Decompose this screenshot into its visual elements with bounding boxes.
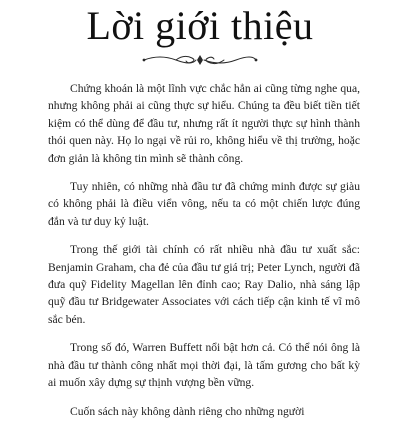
paragraph-4: Trong số đó, Warren Buffett nổi bật hơn cả. Có thể nói ông là nhà đầu tư thành công nhất mọi thời đại, là tấm gương cho bất kỳ ai muốn xây dựng sự thịnh vượng bền vững. [48, 341, 360, 390]
flourish-ornament-icon [140, 52, 260, 68]
paragraph-5: Cuốn sách này không dành riêng cho những người [70, 404, 305, 418]
introduction-body [48, 80, 360, 431]
paragraph-2: Tuy nhiên, có những nhà đầu tư đã chứng minh được sự giàu có không phải là điều viển vông, nếu ta có một chiến lược đúng đắn và tư duy kỷ luật. [48, 180, 360, 228]
paragraph-1: Chứng khoán là một lĩnh vực chắc hẳn ai cũng từng nghe qua, nhưng không phải ai cũng thực sự hiểu. Chúng ta đều biết tiền tiết kiệm có thể dùng để đầu tư, nhưng rất ít người thực sự hình thành thói quen này. Họ lo ngại về rủi ro, không hiểu về thị trường, hoặc đơn giản là không tin mình sẽ thành công. [48, 82, 360, 165]
paragraph-3: Trong thế giới tài chính có rất nhiều nhà đầu tư xuất sắc: Benjamin Graham, cha đẻ của đầu tư giá trị; Peter Lynch, người đã đưa quỹ Fidelity Magellan lên đỉnh cao; Ray Dalio, nhà sáng lập quỹ đầu tư Bridgewater Associates với cách tiếp cận kinh tế vĩ mô sắc bén. [48, 243, 360, 326]
page-title: Lời giới thiệu [86, 3, 314, 48]
